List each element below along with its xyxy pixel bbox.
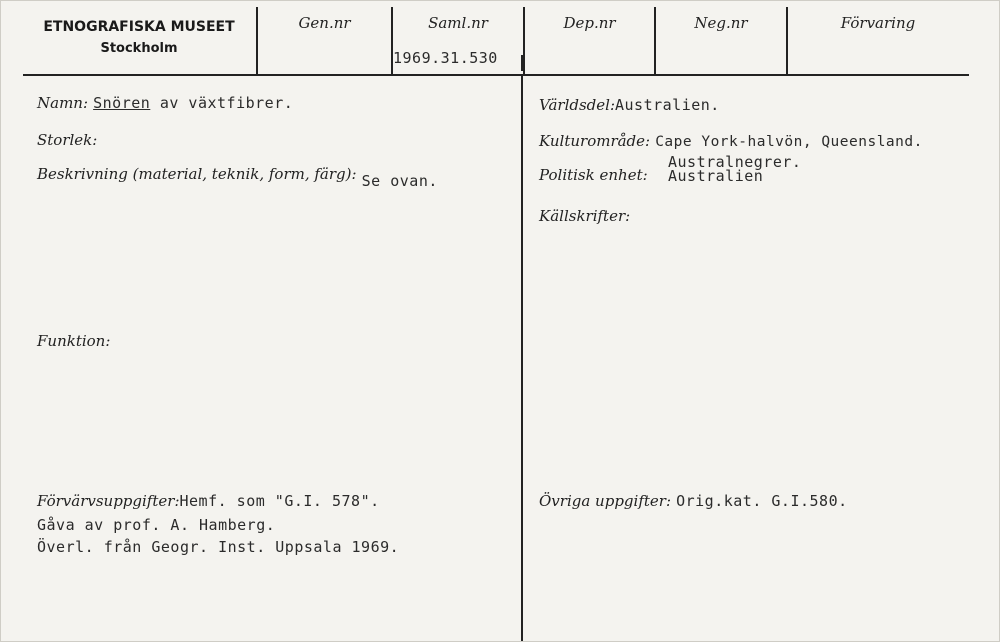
ovriga-label: Övriga uppgifter: (539, 492, 671, 510)
varldsdel-value: Australien. (615, 96, 720, 114)
kulturomrade-field (539, 131, 923, 150)
beskrivning-field (37, 164, 438, 190)
varldsdel-field (539, 95, 720, 114)
forvarv-line-2: Gåva av prof. A. Hamberg. (37, 516, 276, 534)
neg-nr-header: Neg.nr (694, 14, 748, 32)
forvarv-label: Förvärvsuppgifter: (37, 492, 180, 510)
kallskrifter-field (539, 206, 630, 225)
header-rule (23, 74, 969, 76)
ovriga-field (539, 491, 848, 510)
kulturomrade-label: Kulturområde: (539, 132, 651, 150)
varldsdel-label: Världsdel: (539, 96, 615, 114)
gen-nr-header: Gen.nr (298, 14, 351, 32)
center-divider (521, 76, 523, 641)
ovriga-value: Orig.kat. G.I.580. (676, 492, 848, 510)
saml-nr-value: 1969.31.530 (393, 49, 498, 67)
namn-field (37, 93, 293, 112)
politisk-field (539, 165, 648, 184)
kulturomrade-value: Cape York-halvön, Queensland. (655, 134, 923, 150)
forvarv-field (37, 491, 380, 510)
museum-name: ETNOGRAFISKA MUSEET (43, 19, 235, 35)
namn-value-underlined: Snören (93, 94, 151, 112)
forvarv-line-3: Överl. från Geogr. Inst. Uppsala 1969. (37, 538, 400, 556)
museum-header (23, 17, 255, 59)
politisk-value-1: Australnegrer. (668, 153, 802, 171)
politisk-label: Politisk enhet: (539, 166, 648, 184)
storlek-label: Storlek: (37, 131, 98, 149)
storlek-field (37, 130, 97, 149)
namn-label: Namn: (37, 94, 89, 112)
saml-nr-header: Saml.nr (428, 14, 488, 32)
namn-value: av växtfibrer. (150, 94, 294, 112)
museum-city: Stockholm (100, 41, 178, 56)
forvarv-line-1: Hemf. som "G.I. 578". (179, 492, 380, 510)
saml-nr-mark (521, 55, 523, 71)
dep-nr-header: Dep.nr (563, 14, 616, 32)
funktion-label: Funktion: (37, 332, 111, 350)
funktion-field (37, 331, 110, 350)
beskrivning-value: Se ovan. (361, 172, 438, 190)
forvaring-header: Förvaring (840, 14, 916, 32)
kallskrifter-label: Källskrifter: (539, 207, 631, 225)
beskrivning-label: Beskrivning (material, teknik, form, färg): (37, 165, 357, 183)
politisk-value-2: Australien (668, 167, 764, 185)
